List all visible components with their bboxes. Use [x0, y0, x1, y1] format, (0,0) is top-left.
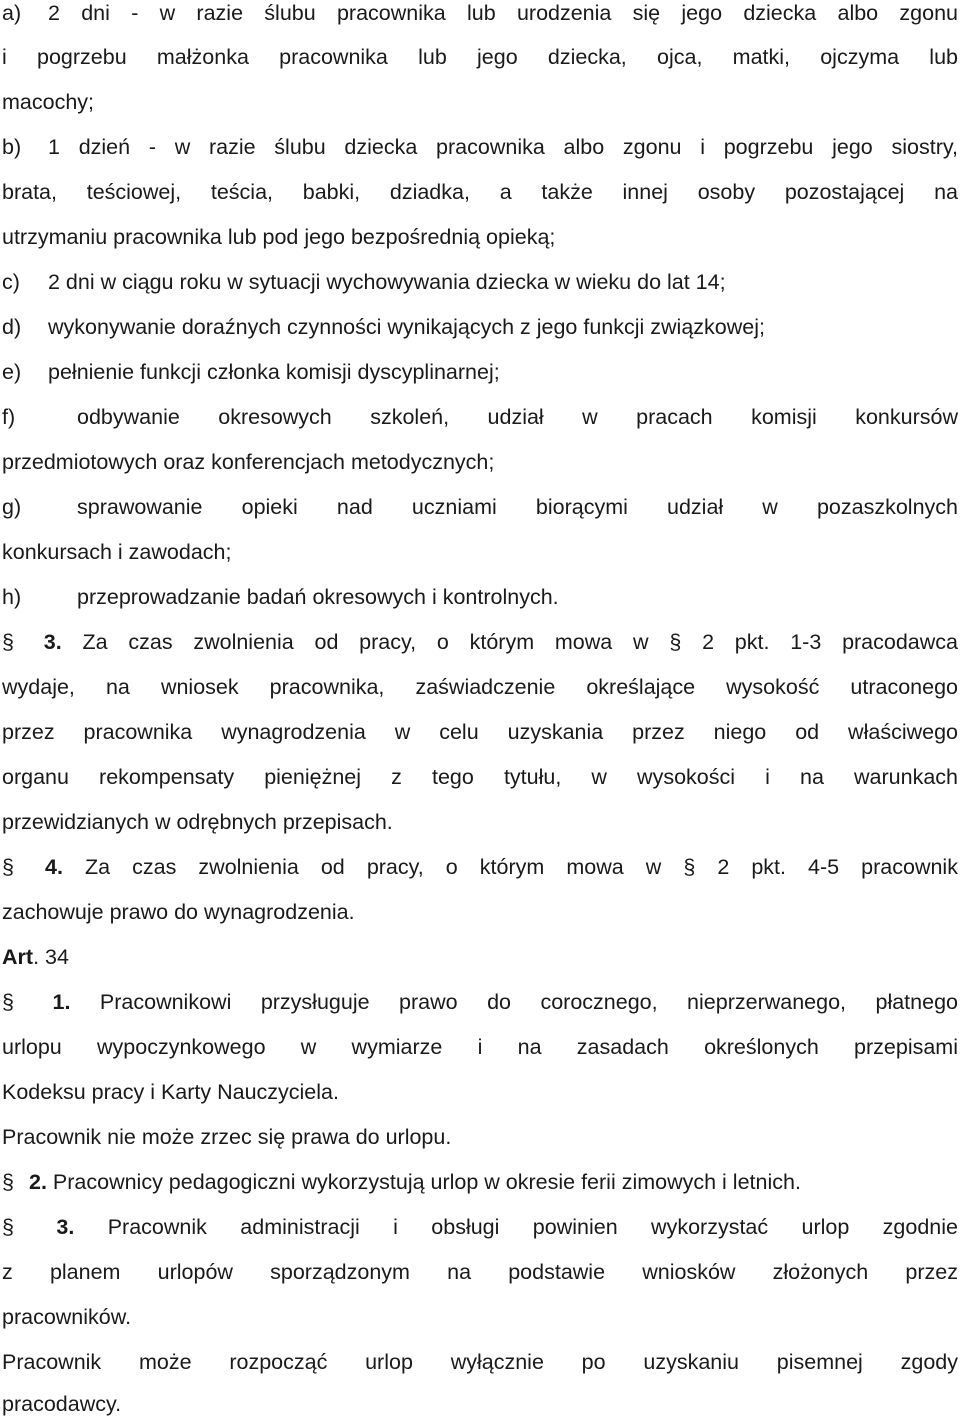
- line: [2, 215, 958, 259]
- line-c: [2, 260, 958, 304]
- line-text: pełnienie funkcji członka komisji dyscyplinarnej;: [48, 360, 500, 384]
- line-f: [2, 395, 958, 439]
- line-text: przez pracownika wynagrodzenia w celu uzyskania przez niego od właściwego: [2, 720, 958, 744]
- art34-paragraph-3-first-line: [2, 1205, 958, 1249]
- article-heading: [2, 935, 958, 979]
- line: [2, 1382, 958, 1426]
- article-number: . 34: [33, 945, 69, 969]
- line-text: przedmiotowych oraz konferencjach metodycznych;: [2, 450, 495, 474]
- line-text: Pracownik administracji i obsługi powinien wykorzystać urlop zgodnie: [107, 1215, 958, 1239]
- paragraph-number: 3.: [43, 630, 62, 654]
- item-label: f): [2, 405, 16, 429]
- item-label: e): [2, 360, 22, 384]
- line: [2, 80, 958, 124]
- paragraph-number: 1.: [52, 990, 71, 1014]
- line-text: pracodawcy.: [2, 1392, 122, 1416]
- section-sign: §: [2, 1215, 14, 1239]
- line-text: odbywanie okresowych szkoleń, udział w pracach komisji konkursów: [77, 405, 958, 429]
- line-text: i pogrzebu małżonka pracownika lub jego dziecka, ojca, matki, ojczyma lub: [2, 45, 958, 69]
- line: [2, 170, 958, 214]
- line: [2, 1250, 958, 1294]
- line-text: utrzymaniu pracownika lub pod jego bezpośrednią opieką;: [2, 225, 556, 249]
- line-a: [2, 0, 958, 35]
- section-sign: §: [2, 855, 14, 879]
- line-text: urlopu wypoczynkowego w wymiarze i na zasadach określonych przepisami: [2, 1035, 958, 1059]
- line-text: wydaje, na wniosek pracownika, zaświadczenie określające wysokość utraconego: [2, 675, 958, 699]
- line-text: Pracownikowi przysługuje prawo do corocznego, nieprzerwanego, płatnego: [99, 990, 958, 1014]
- line: [2, 1340, 958, 1384]
- line: [2, 1070, 958, 1114]
- line: [2, 800, 958, 844]
- line-b: [2, 125, 958, 169]
- item-label: g): [2, 495, 22, 519]
- line: [2, 710, 958, 754]
- line: [2, 35, 958, 79]
- line-g: [2, 485, 958, 529]
- line-text: 2 pkt. 4-5 pracownik: [717, 855, 958, 879]
- section-sign: §: [2, 1170, 14, 1194]
- section-sign: §: [683, 855, 696, 879]
- paragraph-number: 2.: [28, 1170, 47, 1194]
- line-text: 2 pkt. 1-3 pracodawca: [702, 630, 958, 654]
- line: [2, 755, 958, 799]
- line-text: Za czas zwolnienia od pracy, o którym mowa w: [85, 855, 662, 879]
- line-text: Pracownicy pedagogiczni wykorzystują urlop w okresie ferii zimowych i letnich.: [52, 1170, 801, 1194]
- line-text: brata, teściowej, teścia, babki, dziadka, a także innej osoby pozostającej na: [2, 180, 958, 204]
- section-sign: §: [2, 990, 14, 1014]
- line: [2, 1025, 958, 1069]
- article-label: Art: [2, 945, 34, 969]
- line-text: Pracownik może rozpocząć urlop wyłącznie po uzyskaniu pisemnej zgody: [2, 1350, 958, 1374]
- paragraph-4-first-line: [2, 845, 958, 889]
- paragraph-number: 4.: [45, 855, 63, 879]
- line: [2, 890, 958, 934]
- line-text: 1 dzień - w razie ślubu dziecka pracownika albo zgonu i pogrzebu jego siostry,: [48, 135, 958, 159]
- line-text: pracowników.: [2, 1305, 132, 1329]
- item-label: a): [2, 1, 22, 25]
- line-text: 2 dni w ciągu roku w sytuacji wychowywania dziecka w wieku do lat 14;: [48, 270, 726, 294]
- paragraph-number: 3.: [56, 1215, 75, 1239]
- line: [2, 440, 958, 484]
- line-text: z planem urlopów sporządzonym na podstawie wniosków złożonych przez: [2, 1260, 958, 1284]
- item-label: b): [2, 135, 22, 159]
- section-sign: §: [669, 630, 682, 654]
- line-text: Pracownik nie może zrzec się prawa do urlopu.: [2, 1125, 452, 1149]
- line-text: przewidzianych w odrębnych przepisach.: [2, 810, 393, 834]
- line-text: sprawowanie opieki nad uczniami biorącymi udział w pozaszkolnych: [77, 495, 958, 519]
- line-text: wykonywanie doraźnych czynności wynikających z jego funkcji związkowej;: [48, 315, 765, 339]
- line-text: 2 dni - w razie ślubu pracownika lub urodzenia się jego dziecka albo zgonu: [48, 1, 958, 25]
- line-text: macochy;: [2, 90, 95, 114]
- line-text: Kodeksu pracy i Karty Nauczyciela.: [2, 1080, 339, 1104]
- line: [2, 1115, 958, 1159]
- line-text: organu rekompensaty pieniężnej z tego tytułu, w wysokości i na warunkach: [2, 765, 958, 789]
- line-text: konkursach i zawodach;: [2, 540, 232, 564]
- line: [2, 665, 958, 709]
- item-label: c): [2, 270, 20, 294]
- line: [2, 530, 958, 574]
- line-h: [2, 575, 958, 619]
- line-text: przeprowadzanie badań okresowych i kontrolnych.: [77, 585, 559, 609]
- line-e: [2, 350, 958, 394]
- item-label: h): [2, 585, 22, 609]
- art34-paragraph-2-line: [2, 1160, 958, 1204]
- item-label: d): [2, 315, 22, 339]
- section-sign: §: [2, 630, 14, 654]
- line-d: [2, 305, 958, 349]
- art34-paragraph-1-first-line: [2, 980, 958, 1024]
- line-text: zachowuje prawo do wynagrodzenia.: [2, 900, 355, 924]
- line-text: Za czas zwolnienia od pracy, o którym mowa w: [82, 630, 649, 654]
- line: [2, 1295, 958, 1339]
- paragraph-3-first-line: [2, 620, 958, 664]
